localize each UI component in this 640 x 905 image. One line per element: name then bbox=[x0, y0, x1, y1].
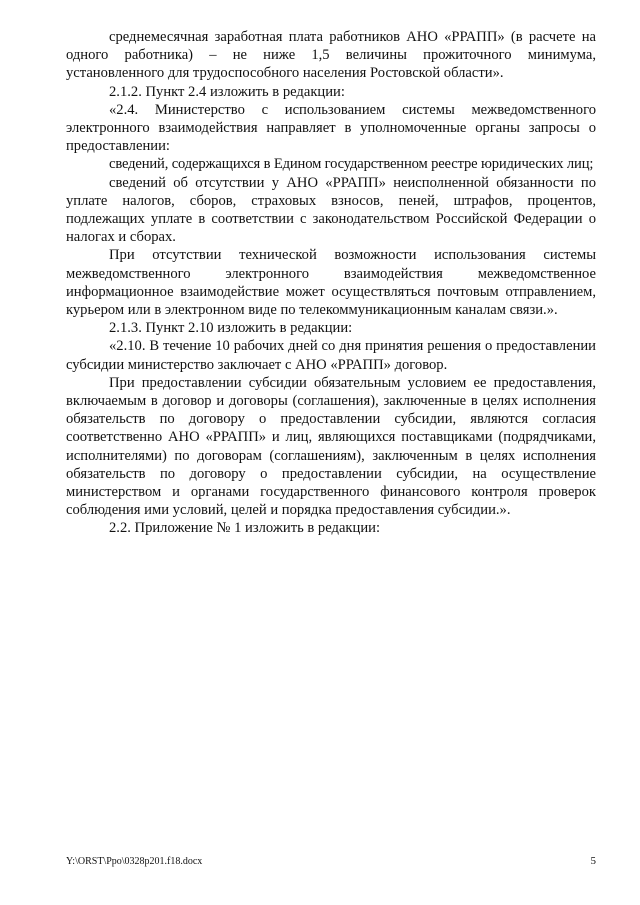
paragraph-item-2-1-2: 2.1.2. Пункт 2.4 изложить в редакции: bbox=[109, 83, 345, 100]
document-body bbox=[66, 28, 596, 538]
paragraph-tax-debt-info: сведений об отсутствии у АНО «РРАПП» неисполненной обязанности по уплате налогов, сборов, страховых взносов, пеней, штрафов, процентов, подлежащих уплате в соответствии с законодательством Российской Федерации о налогах и сборах. bbox=[66, 174, 596, 246]
paragraph-no-technical-possibility: При отсутствии технической возможности использования системы межведомственного электронного взаимодействия межведомственное информационное взаимодействие может осуществляться почтовым отправлением, курьером или в электронном виде по телекоммуникационным каналам связи.». bbox=[66, 247, 596, 319]
footer-page-number: 5 bbox=[590, 855, 596, 867]
paragraph-item-2-4: «2.4. Министерство с использованием системы межведомственного электронного взаимодействия направляет в уполномоченные органы запросы о предоставлении: bbox=[66, 101, 596, 155]
paragraph-item-2-10: «2.10. В течение 10 рабочих дней со дня принятия решения о предоставлении субсидии министерство заключает с АНО «РРАПП» договор. bbox=[66, 338, 596, 373]
paragraph-salary-condition: среднемесячная заработная плата работников АНО «РРАПП» (в расчете на одного работника) – не ниже 1,5 величины прожиточного минимума, установленного для трудоспособного населения Ростовской области». bbox=[66, 29, 596, 82]
footer-file-path: Y:\ORST\Ppo\0328p201.f18.docx bbox=[66, 856, 203, 867]
paragraph-egrul-info: сведений, содержащихся в Едином государственном реестре юридических лиц; bbox=[109, 156, 594, 173]
paragraph-subsidy-condition: При предоставлении субсидии обязательным условием ее предоставления, включаемым в договор и договоры (соглашения), заключенные в целях исполнения обязательств по договору о предоставлении субсидии, являются согласия соответственно АНО «РРАПП» и лиц, являющихся поставщиками (подрядчиками, исполнителями) по договорам (соглашениям), заключенным в целях исполнения обязательств по договору о предоставлении субсидии, на осуществление министерством и органами государственного финансового контроля проверок соблюдения ими условий, целей и порядка предоставления субсидии.». bbox=[66, 374, 596, 519]
paragraph-item-2-2: 2.2. Приложение № 1 изложить в редакции: bbox=[109, 520, 380, 537]
paragraph-item-2-1-3: 2.1.3. Пункт 2.10 изложить в редакции: bbox=[109, 320, 353, 337]
